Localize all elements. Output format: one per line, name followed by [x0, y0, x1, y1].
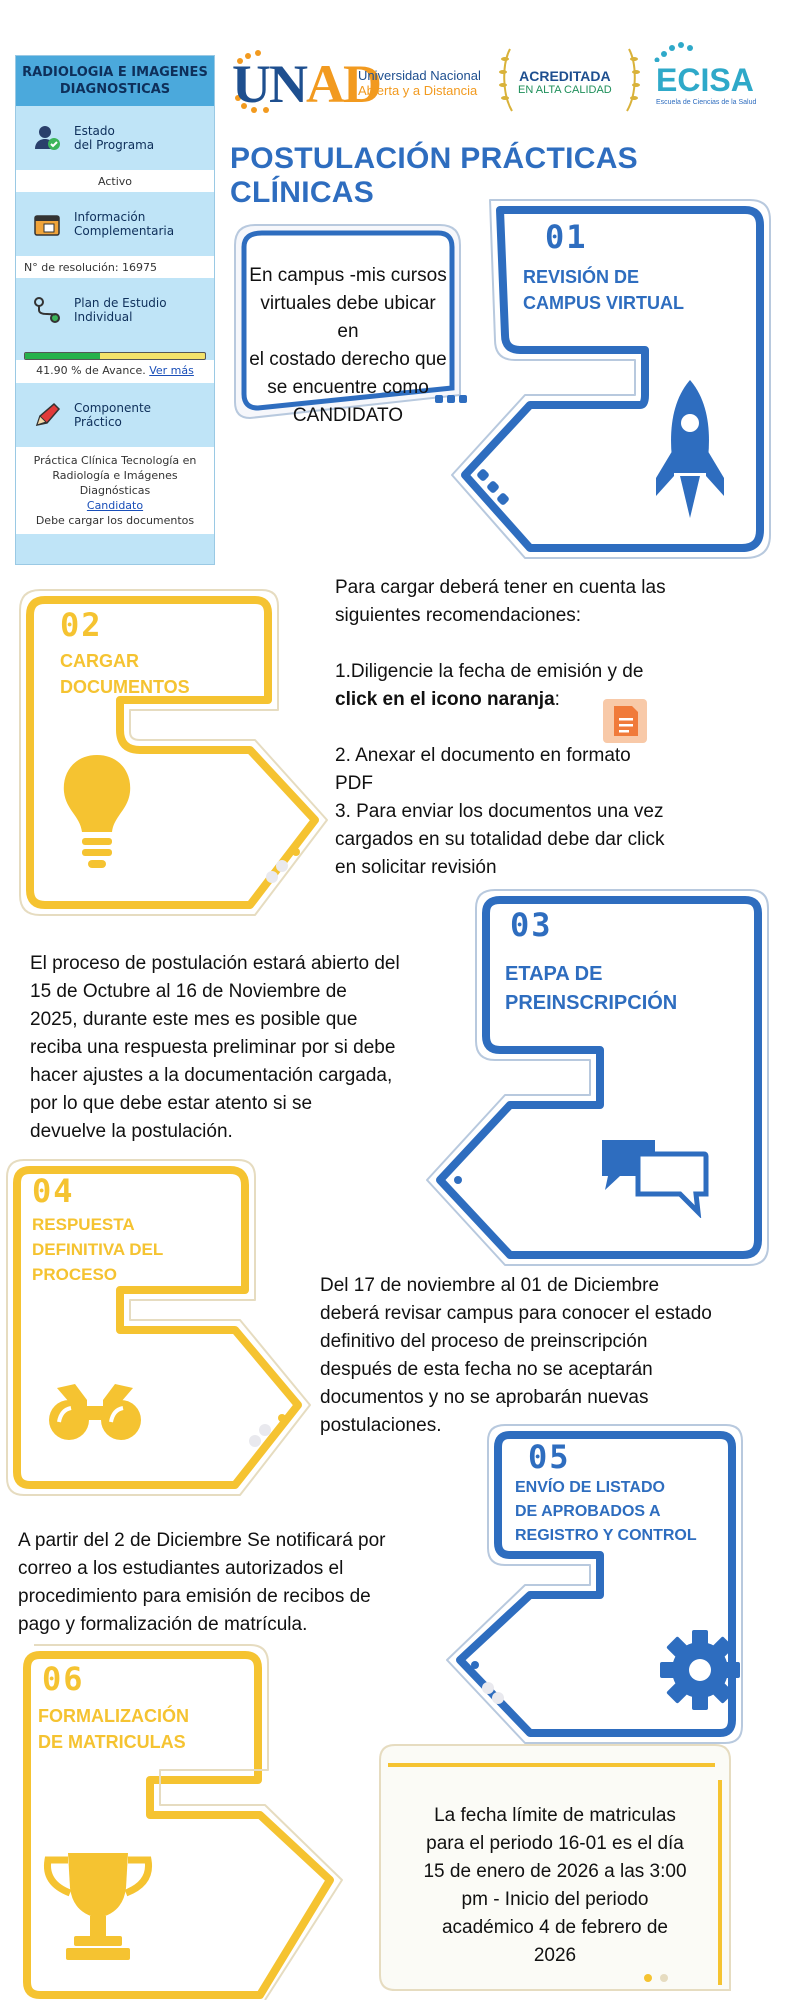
step-03-title-line1: ETAPA DE [505, 963, 603, 985]
text-line: Para cargar deberá tener en cuenta las [335, 577, 666, 598]
ecisa-subtitle: Escuela de Ciencias de la Salud [656, 99, 757, 106]
step-03-text [30, 950, 470, 1146]
text-bold: click en el icono naranja [335, 689, 555, 710]
accredited-line2: EN ALTA CALIDAD [518, 84, 612, 96]
text-colon: : [554, 689, 560, 710]
page-title: POSTULACIÓN PRÁCTICAS CLÍNICAS [230, 142, 638, 209]
step-01-bubble-text [248, 262, 448, 430]
step-06-number: 06 [42, 1660, 85, 1698]
text-line: se encuentre como [267, 377, 429, 398]
text-line: PDF [335, 773, 373, 794]
step-05-number: 05 [528, 1438, 571, 1476]
text-line: en solicitar revisión [335, 857, 497, 878]
progress-label: 41.90 % de Avance. [36, 364, 146, 377]
step-04-text [320, 1272, 780, 1440]
text-line: A partir del 2 de Diciembre Se notificará por [18, 1530, 386, 1551]
step-06-text [395, 1802, 715, 1970]
step-05-title-line1: ENVÍO DE LISTADO [515, 1479, 665, 1496]
step-04-title-line1: RESPUESTA [32, 1215, 135, 1234]
step-03-title [505, 960, 677, 1018]
text-line: el costado derecho que [249, 349, 447, 370]
text-line: El proceso de postulación estará abierto del [30, 953, 400, 974]
step-02-number: 02 [60, 606, 103, 644]
sidebar-item-label: del Programa [74, 138, 155, 152]
sidebar-item-label: Estado [74, 124, 115, 138]
step-02-title-line1: CARGAR [60, 651, 139, 671]
step-05-text [18, 1527, 478, 1639]
step-05-title-line3: REGISTRO Y CONTROL [515, 1527, 697, 1544]
text-line: procedimiento para emisión de recibos de [18, 1586, 371, 1607]
text-line: reciba una respuesta preliminar por si debe [30, 1037, 396, 1058]
step-02-title [60, 648, 190, 700]
sidebar-item-label: Componente [74, 401, 152, 415]
step-01-title-line2: CAMPUS VIRTUAL [523, 293, 684, 313]
lightbulb-icon [60, 750, 135, 879]
step-02-text [335, 574, 775, 882]
step-06-title-line2: DE MATRICULAS [38, 1732, 186, 1752]
text-line: pago y formalización de matrícula. [18, 1614, 308, 1635]
text-line: 3. Para enviar los documentos una vez [335, 801, 664, 822]
step-02-title-line2: DOCUMENTOS [60, 677, 190, 697]
step-05-title [515, 1476, 697, 1548]
chat-icon [600, 1138, 710, 1222]
step-04-title [32, 1212, 163, 1287]
text-line: La fecha límite de matriculas [434, 1805, 676, 1826]
step-06-title [38, 1703, 189, 1755]
text-line: CANDIDATO [292, 405, 404, 426]
text-line: 1.Diligencie la fecha de emisión y de [335, 661, 644, 682]
text-line: por lo que debe estar atento si se [30, 1093, 313, 1114]
rocket-icon [650, 378, 730, 532]
text-line: definitivo del proceso de preinscripción [320, 1331, 648, 1352]
unad-logo-text: UNAD [232, 54, 380, 114]
orange-upload-icon[interactable] [602, 698, 648, 748]
step-06-title-line1: FORMALIZACIÓN [38, 1706, 189, 1726]
step-03-title-line2: PREINSCRIPCIÓN [505, 992, 678, 1014]
text-line: después de esta fecha no se aceptarán [320, 1359, 653, 1380]
text-line: deberá revisar campus para conocer el estado [320, 1303, 712, 1324]
step-03-number: 03 [510, 906, 553, 944]
text-line: académico 4 de febrero de [441, 1917, 669, 1938]
sidebar-item-label: Práctico [74, 415, 122, 429]
sidebar-item-label: Individual [74, 310, 133, 324]
text-line: devuelve la postulación. [30, 1121, 233, 1142]
text-line: En campus -mis cursos [249, 265, 447, 286]
gear-icon [658, 1628, 742, 1716]
text-line: virtuales debe ubicar en [260, 293, 436, 342]
step-01-title-line1: REVISIÓN DE [523, 267, 640, 287]
trophy-icon [38, 1848, 158, 1967]
program-status-value: Activo [16, 170, 214, 192]
text-line: cargados en su totalidad debe dar click [335, 829, 665, 850]
practice-note: Debe cargar los documentos [35, 514, 195, 527]
text-line: correo a los estudiantes autorizados el [18, 1558, 344, 1579]
sidebar-item-label: Complementaria [74, 224, 175, 238]
text-line: 2026 [533, 1945, 577, 1966]
unad-name-line2: Abierta y a Distancia [358, 83, 478, 98]
text-line: 15 de enero de 2026 a las 3:00 [423, 1861, 687, 1882]
step-01-number: 01 [545, 218, 588, 256]
sidebar-header: RADIOLOGIA E IMAGENES DIAGNOSTICAS [16, 56, 214, 106]
step-01-title [523, 264, 684, 316]
step-04-title-line2: DEFINITIVA DEL [32, 1240, 164, 1259]
text-line: 15 de Octubre al 16 de Noviembre de [30, 981, 347, 1002]
ecisa-logo-text: ECISA [656, 62, 754, 98]
binoculars-icon [45, 1378, 145, 1447]
resolution-number: N° de resolución: 16975 [16, 256, 214, 278]
text-line: siguientes recomendaciones: [335, 605, 582, 626]
sidebar-item-label: Información [74, 210, 146, 224]
text-line: documentos y no se aprobarán nuevas [320, 1387, 649, 1408]
text-line [335, 686, 775, 714]
accredited-line1: ACREDITADA [519, 68, 611, 84]
text-line: Del 17 de noviembre al 01 de Diciembre [320, 1275, 660, 1296]
text-line: 2. Anexar el documento en formato [335, 745, 631, 766]
unad-name-line1: Universidad Nacional [358, 68, 481, 83]
ver-mas-link[interactable]: Ver más [149, 364, 194, 377]
step-03-frame [440, 900, 758, 1255]
text-line: para el periodo 16-01 es el día [426, 1833, 684, 1854]
text-line: pm - Inicio del periodo [461, 1889, 649, 1910]
text-line: 2025, durante este mes es posible que [30, 1009, 358, 1030]
step-05-title-line2: DE APROBADOS A [515, 1503, 661, 1520]
step-04-title-line3: PROCESO [32, 1265, 118, 1284]
candidato-link[interactable]: Candidato [86, 499, 144, 512]
sidebar-item-label: Plan de Estudio [74, 296, 167, 310]
step-04-number: 04 [32, 1172, 75, 1210]
text-line: postulaciones. [320, 1415, 442, 1436]
text-line: hacer ajustes a la documentación cargada, [30, 1065, 393, 1086]
practice-text: Práctica Clínica Tecnología en Radiología e Imágenes Diagnósticas [33, 454, 197, 497]
